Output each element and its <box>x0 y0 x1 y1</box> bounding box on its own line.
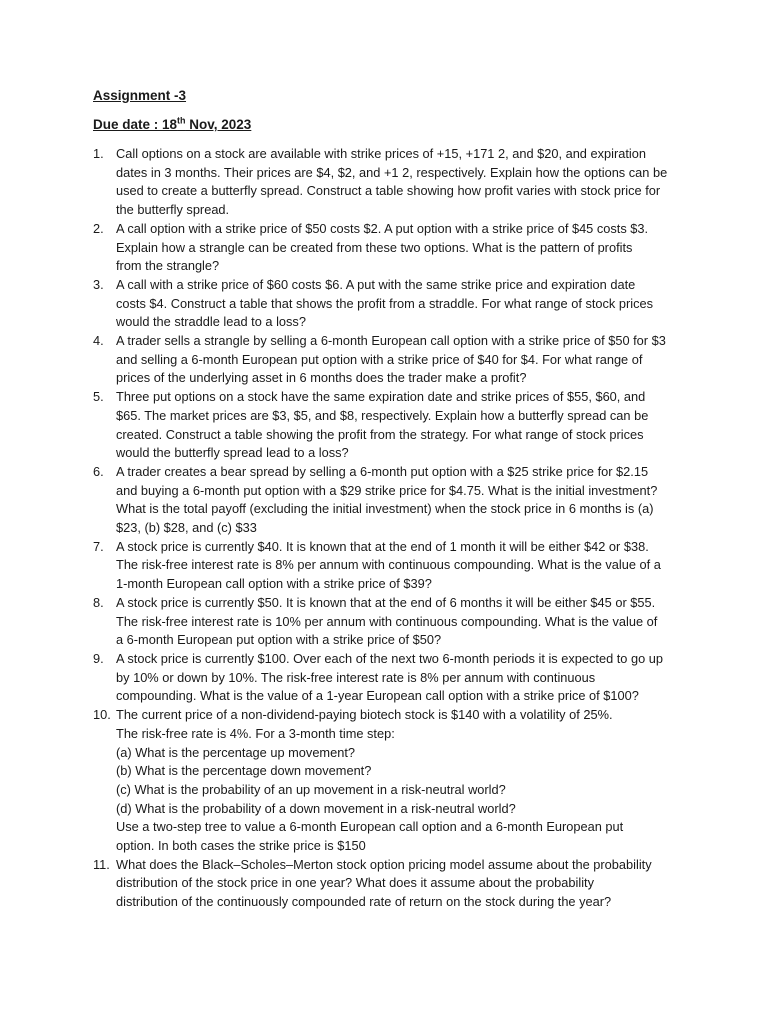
question-text-line: a 6-month European put option with a strike price of $50? <box>116 632 442 648</box>
question-number: 6. <box>93 463 104 479</box>
question-text-line: A stock price is currently $100. Over each of the next two 6-month periods it is expected to go up <box>116 650 663 666</box>
question-item <box>93 145 683 220</box>
question-text-line: distribution of the continuously compounded rate of return on the stock during the year? <box>116 894 612 910</box>
question-text-line: The risk-free interest rate is 10% per annum with continuous compounding. What is the value of <box>116 613 658 629</box>
question-text-line: $23, (b) $28, and (c) $33 <box>116 520 257 536</box>
question-text-line: created. Construct a table showing the profit from the strategy. For what range of stock prices <box>116 426 644 442</box>
question-number: 9. <box>93 650 104 666</box>
question-number: 4. <box>93 333 104 349</box>
question-text-line: 1-month European call option with a strike price of $39? <box>116 576 432 592</box>
question-text-line: Call options on a stock are available with strike prices of +15, +171 2, and $20, and expiration <box>116 146 646 161</box>
question-text-line: (b) What is the percentage down movement? <box>116 763 372 779</box>
question-text-line: The current price of a non-dividend-paying biotech stock is $140 with a volatility of 25%. <box>116 707 613 723</box>
question-text-line: (a) What is the percentage up movement? <box>116 744 355 760</box>
assignment-title: Assignment -3 <box>93 88 187 103</box>
question-number: 10. <box>93 707 111 723</box>
question-text-line: The risk-free rate is 4%. For a 3-month time step: <box>116 725 395 741</box>
due-date <box>93 116 251 134</box>
question-text-line: by 10% or down by 10%. The risk-free interest rate is 8% per annum with continuous <box>116 669 596 685</box>
question-item <box>93 856 683 912</box>
question-text-line: compounding. What is the value of a 1-year European call option with a strike price of $100? <box>116 688 639 704</box>
question-item <box>93 388 683 463</box>
question-item <box>93 650 683 706</box>
question-text-line: the butterfly spread. <box>116 202 230 218</box>
question-item <box>93 538 683 594</box>
question-text-line: would the straddle lead to a loss? <box>116 314 306 330</box>
question-item <box>93 332 683 388</box>
question-number: 1. <box>93 146 104 161</box>
question-number: 5. <box>93 389 104 405</box>
question-text-line: used to create a butterfly spread. Construct a table showing how profit varies with stock price for <box>116 183 661 199</box>
question-item <box>93 706 683 856</box>
question-text-line: A stock price is currently $50. It is known that at the end of 6 months it will be either $45 or $55. <box>116 594 656 610</box>
question-number: 7. <box>93 538 104 554</box>
question-text-line: A call option with a strike price of $50 costs $2. A put option with a strike price of $45 costs $3. <box>116 220 649 236</box>
question-text-line: distribution of the stock price in one year? What does it assume about the probability <box>116 875 595 891</box>
question-text-line: Explain how a strangle can be created from these two options. What is the pattern of profits <box>116 239 633 255</box>
question-item <box>93 276 683 332</box>
question-item <box>93 220 683 276</box>
question-text-line: A trader sells a strangle by selling a 6-month European call option with a strike price of $50 for $3 <box>116 333 666 349</box>
question-text-line: A call with a strike price of $60 costs $6. A put with the same strike price and expiration date <box>116 276 636 292</box>
question-text-line: Use a two-step tree to value a 6-month European call option and a 6-month European put <box>116 819 624 835</box>
question-list <box>93 145 683 912</box>
question-number: 2. <box>93 220 104 236</box>
due-date-suffix: Nov, 2023 <box>185 117 252 132</box>
question-text-line: would the butterfly spread lead to a loss? <box>116 445 349 461</box>
question-text-line: What is the total payoff (excluding the initial investment) when the stock price in 6 months is (a) <box>116 501 654 517</box>
question-item <box>93 463 683 538</box>
question-text-line: from the strangle? <box>116 258 220 274</box>
question-text-line: $65. The market prices are $3, $5, and $8, respectively. Explain how a butterfly spread can be <box>116 407 649 423</box>
question-text-line: (d) What is the probability of a down movement in a risk-neutral world? <box>116 800 516 816</box>
question-text-line: dates in 3 months. Their prices are $4, $2, and +1 2, respectively. Explain how the options can be <box>116 164 668 180</box>
question-number: 11. <box>93 856 110 872</box>
question-item <box>93 594 683 650</box>
question-text-line: costs $4. Construct a table that shows the profit from a straddle. For what range of stock prices <box>116 295 654 311</box>
due-date-prefix: Due date : 18 <box>93 117 178 132</box>
question-text-line: (c) What is the probability of an up movement in a risk-neutral world? <box>116 781 506 797</box>
due-date-superscript: th <box>177 115 186 126</box>
question-text-line: What does the Black–Scholes–Merton stock option pricing model assume about the probability <box>116 856 652 872</box>
question-text-line: and selling a 6-month European put option with a strike price of $40 for $4. For what range of <box>116 351 643 367</box>
question-text-line: Three put options on a stock have the same expiration date and strike prices of $55, $60, and <box>116 389 646 405</box>
question-text-line: A trader creates a bear spread by selling a 6-month put option with a $25 strike price for $2.15 <box>116 463 649 479</box>
question-number: 3. <box>93 276 104 292</box>
question-number: 8. <box>93 594 104 610</box>
question-text-line: The risk-free interest rate is 8% per annum with continuous compounding. What is the value of a <box>116 557 661 573</box>
question-text-line: A stock price is currently $40. It is known that at the end of 1 month it will be either $42 or $38. <box>116 538 649 554</box>
question-text-line: prices of the underlying asset in 6 months does the trader make a profit? <box>116 370 527 386</box>
question-text-line: and buying a 6-month put option with a $29 strike price for $4.75. What is the initial investment? <box>116 482 658 498</box>
question-text-line: option. In both cases the strike price is $150 <box>116 838 366 854</box>
